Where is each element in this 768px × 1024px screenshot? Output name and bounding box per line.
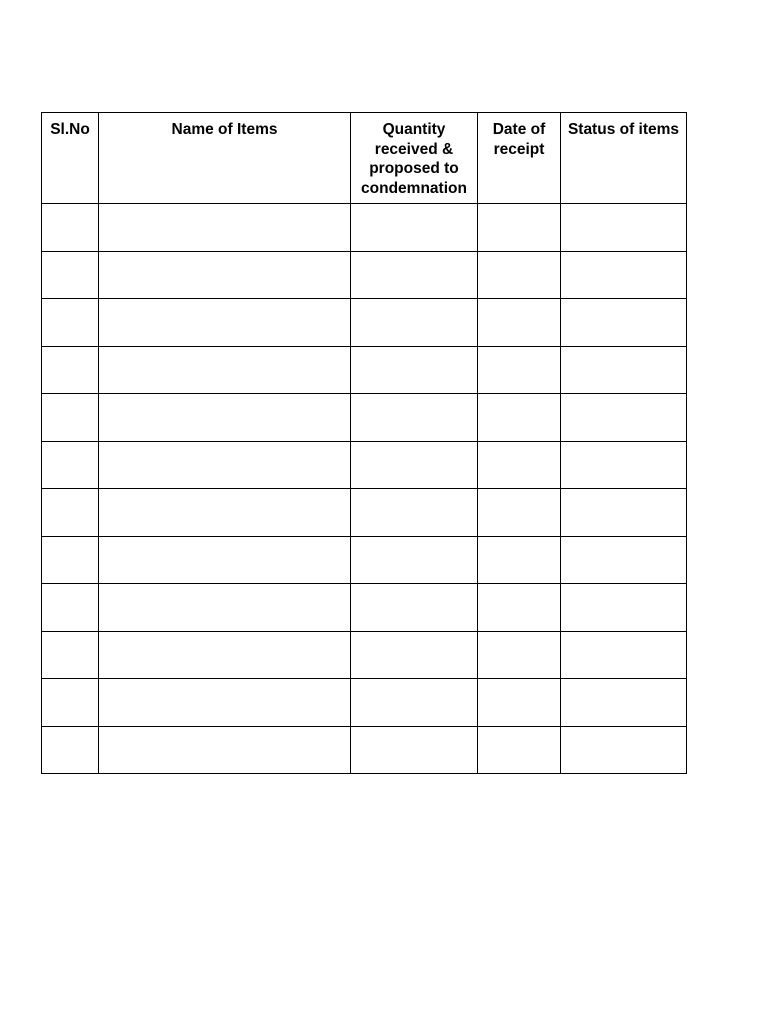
- table-cell: [99, 251, 351, 299]
- header-quantity: [351, 113, 478, 204]
- table-cell: [351, 346, 478, 394]
- table-cell: [561, 536, 687, 584]
- table-cell: [99, 346, 351, 394]
- condemnation-register-table: [41, 112, 687, 774]
- table-cell: [351, 394, 478, 442]
- table-cell: [351, 441, 478, 489]
- table-cell: [561, 251, 687, 299]
- table-cell: [478, 489, 561, 537]
- table-cell: [561, 346, 687, 394]
- table-cell: [478, 394, 561, 442]
- table-cell: [99, 441, 351, 489]
- table-row: [42, 631, 687, 679]
- table-cell: [478, 584, 561, 632]
- table-cell: [351, 489, 478, 537]
- header-label: Sl.No: [50, 121, 90, 138]
- table-cell: [561, 726, 687, 774]
- header-name-of-items: [99, 113, 351, 204]
- table-cell: [561, 489, 687, 537]
- table-row: [42, 441, 687, 489]
- table-cell: [351, 299, 478, 347]
- table-cell: [561, 679, 687, 727]
- table-cell: [478, 204, 561, 252]
- table-row: [42, 346, 687, 394]
- table-cell: [42, 346, 99, 394]
- table-row: [42, 536, 687, 584]
- table-cell: [351, 679, 478, 727]
- table-cell: [478, 346, 561, 394]
- table-row: [42, 584, 687, 632]
- table-cell: [478, 536, 561, 584]
- table-cell: [99, 299, 351, 347]
- table-cell: [42, 299, 99, 347]
- table-cell: [42, 584, 99, 632]
- table-cell: [351, 251, 478, 299]
- header-date-of-receipt: [478, 113, 561, 204]
- table-row: [42, 299, 687, 347]
- header-label: Quantity received & proposed to condemnation: [361, 121, 467, 197]
- table-cell: [561, 394, 687, 442]
- table-cell: [561, 441, 687, 489]
- table-cell: [561, 299, 687, 347]
- table-row: [42, 394, 687, 442]
- table-cell: [99, 489, 351, 537]
- table-cell: [42, 679, 99, 727]
- table-cell: [99, 394, 351, 442]
- table-cell: [99, 631, 351, 679]
- table-cell: [42, 726, 99, 774]
- table-row: [42, 251, 687, 299]
- table-row: [42, 726, 687, 774]
- table-cell: [561, 631, 687, 679]
- table-cell: [42, 489, 99, 537]
- table-row: [42, 489, 687, 537]
- table-cell: [99, 204, 351, 252]
- table-cell: [478, 441, 561, 489]
- table-header-row: [42, 113, 687, 204]
- table-row: [42, 679, 687, 727]
- table-cell: [478, 631, 561, 679]
- table-cell: [351, 726, 478, 774]
- table-cell: [99, 679, 351, 727]
- table-cell: [42, 251, 99, 299]
- table-cell: [561, 204, 687, 252]
- table-cell: [99, 584, 351, 632]
- table-cell: [478, 726, 561, 774]
- header-label: Name of Items: [171, 121, 278, 138]
- table-cell: [478, 679, 561, 727]
- table-row: [42, 204, 687, 252]
- header-label: Status of items: [567, 121, 680, 138]
- table-cell: [351, 204, 478, 252]
- table-cell: [42, 441, 99, 489]
- table-cell: [351, 631, 478, 679]
- table-cell: [42, 204, 99, 252]
- header-status-of-items: [561, 113, 687, 204]
- table-cell: [561, 584, 687, 632]
- table-cell: [351, 584, 478, 632]
- table-cell: [478, 251, 561, 299]
- table-cell: [99, 726, 351, 774]
- table-cell: [478, 299, 561, 347]
- table-cell: [42, 394, 99, 442]
- header-sl-no: [42, 113, 99, 204]
- table-cell: [99, 536, 351, 584]
- table-cell: [42, 536, 99, 584]
- table-cell: [42, 631, 99, 679]
- table-body: [42, 204, 687, 774]
- table-cell: [351, 536, 478, 584]
- header-label: Date of receipt: [492, 121, 546, 158]
